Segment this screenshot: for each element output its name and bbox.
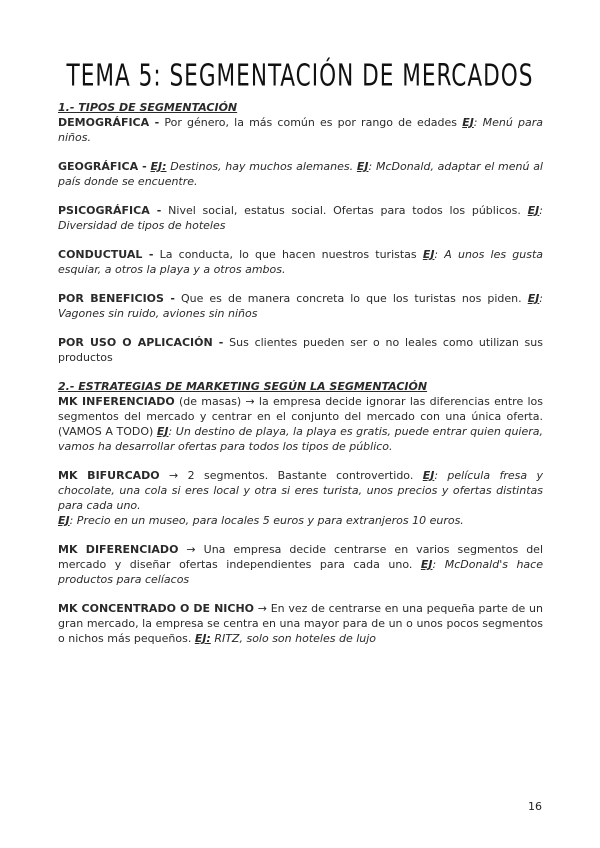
- example-text: : Precio en un museo, para locales 5 euros y para extranjeros 10 euros.: [69, 514, 464, 527]
- paragraph-conductual: [58, 247, 543, 277]
- term-text: (de masas) → la empresa decide ignorar las diferencias entre los segmentos del mercado y centrar en el conjunto del mercado con una única oferta. (VAMOS A TODO): [58, 395, 543, 438]
- document-body: [58, 100, 543, 646]
- page-number: 16: [528, 800, 542, 813]
- term-label: MK INFERENCIADO: [58, 395, 175, 408]
- example-text: : McDonald's hace productos para celíacos: [58, 558, 543, 586]
- paragraph-psicografica: [58, 203, 543, 233]
- section-heading-estrategias: 2.- ESTRATEGIAS DE MARKETING SEGÚN LA SEGMENTACIÓN: [58, 380, 428, 393]
- example-tag: EJ: [58, 514, 70, 527]
- term-text: → 2 segmentos. Bastante controvertido.: [159, 469, 423, 482]
- term-label: POR BENEFICIOS -: [58, 292, 175, 305]
- paragraph-inferenciado: [58, 394, 543, 454]
- example-tag: EJ: [527, 204, 540, 217]
- example-tag: EJ: [156, 425, 169, 438]
- example-tag: EJ: [356, 160, 369, 173]
- example-text: : Menú para niños.: [58, 116, 543, 144]
- example-text: : A unos les gusta esquiar, a otros la playa y a otros ambos.: [58, 248, 544, 276]
- term-label: GEOGRÁFICA -: [58, 160, 147, 173]
- paragraph-geografica: [58, 159, 543, 189]
- paragraph-concentrado: [58, 601, 543, 646]
- example-tag: EJ:: [150, 160, 167, 173]
- example-text: : Vagones sin ruido, aviones sin niños: [58, 292, 544, 320]
- example-tag: EJ:: [194, 632, 211, 645]
- term-label: MK DIFERENCIADO: [58, 543, 179, 556]
- section-heading-tipos: 1.- TIPOS DE SEGMENTACIÓN: [58, 101, 238, 114]
- term-label: POR USO O APLICACIÓN -: [58, 336, 224, 349]
- page-title: TEMA 5: SEGMENTACIÓN DE MERCADOS: [66, 58, 534, 93]
- example-text: : Diversidad de tipos de hoteles: [58, 204, 543, 232]
- term-label: CONDUCTUAL -: [58, 248, 154, 261]
- example-text: : película fresa y chocolate, una cola si eres local y otra si eres turista, unos precios y ofertas distintas para cada uno.: [58, 469, 543, 512]
- term-text: Sus clientes pueden ser o no leales como utilizan sus productos: [58, 336, 543, 364]
- paragraph-diferenciado: [58, 542, 543, 587]
- example-tag: EJ: [527, 292, 540, 305]
- term-text: → Una empresa decide centrarse en varios segmentos del mercado y diseñar ofertas independientes para cada uno.: [58, 543, 544, 571]
- paragraph-bifurcado-ej: [58, 513, 543, 528]
- term-label: DEMOGRÁFICA -: [58, 116, 160, 129]
- example-text: Destinos, hay muchos alemanes.: [166, 160, 357, 173]
- example-text: : Un destino de playa, la playa es gratis, puede entrar quien quiera, vamos ha desarrollar ofertas para todos los tipos de público.: [58, 425, 543, 453]
- example-text: : McDonald, adaptar el menú al país donde se encuentre.: [58, 160, 543, 188]
- term-text: Que es de manera concreta lo que los turistas nos piden.: [174, 292, 528, 305]
- term-text: → En vez de centrarse en una pequeña parte de un gran mercado, la empresa se centra en una mayor para de un o unos pocos segmentos o nichos más pequeños.: [58, 602, 543, 645]
- example-tag: EJ: [422, 469, 435, 482]
- term-label: MK CONCENTRADO O DE NICHO: [58, 602, 255, 615]
- example-tag: EJ: [422, 248, 435, 261]
- term-text: La conducta, lo que hacen nuestros turistas: [153, 248, 423, 261]
- example-tag: EJ: [420, 558, 433, 571]
- term-label: PSICOGRÁFICA -: [58, 204, 162, 217]
- term-label: MK BIFURCADO: [58, 469, 160, 482]
- paragraph-beneficios: [58, 291, 543, 321]
- term-text: Por género, la más común es por rango de edades: [159, 116, 463, 129]
- term-text: Nivel social, estatus social. Ofertas para todos los públicos.: [161, 204, 528, 217]
- paragraph-uso: [58, 335, 543, 365]
- example-text: RITZ, solo son hoteles de lujo: [210, 632, 377, 645]
- paragraph-demografica: [58, 115, 543, 145]
- example-tag: EJ: [462, 116, 474, 129]
- paragraph-bifurcado: [58, 468, 543, 513]
